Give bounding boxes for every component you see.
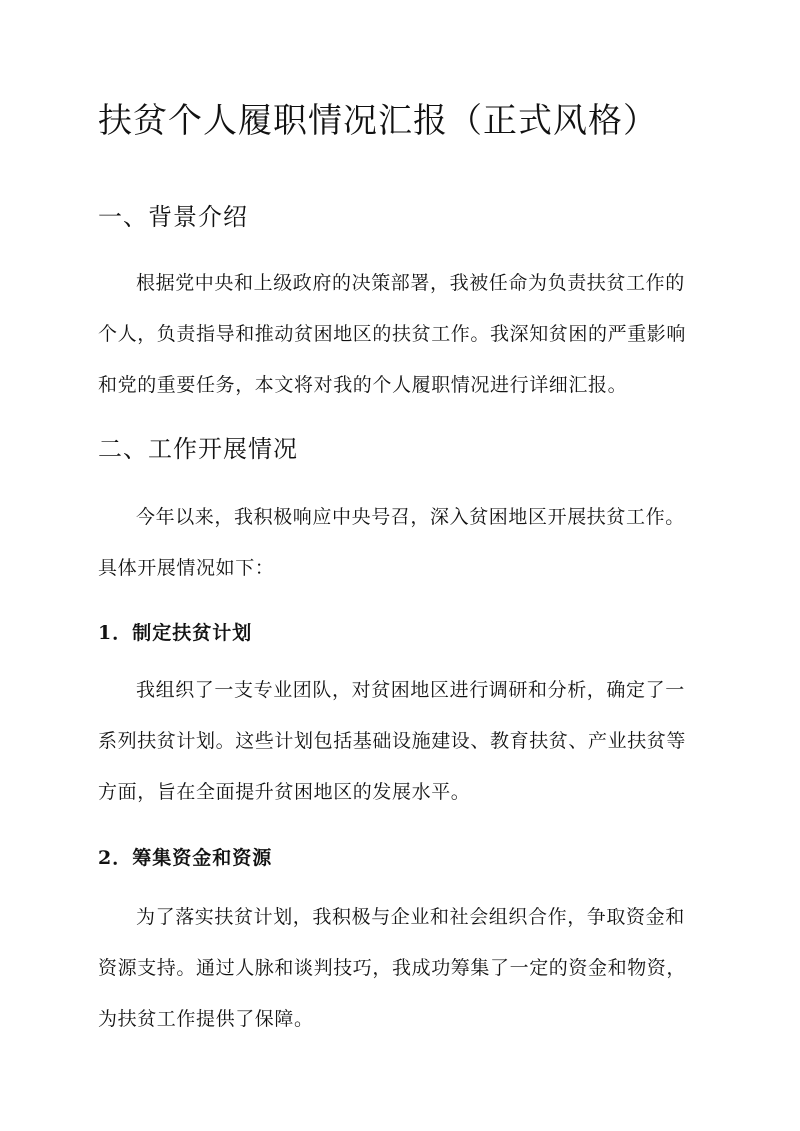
section-paragraph-work: 今年以来，我积极响应中央号召，深入贫困地区开展扶贫工作。具体开展情况如下： xyxy=(98,506,685,579)
subsection-paragraph-funds: 为了落实扶贫计划，我积极与企业和社会组织合作，争取资金和资源支持。通过人脉和谈判技巧，我成功筹集了一定的资金和物资，为扶贫工作提供了保障。 xyxy=(98,906,687,1030)
section-heading-work: 二、工作开展情况 xyxy=(98,435,298,463)
section-heading-background: 一、背景介绍 xyxy=(98,203,248,231)
subsection-heading-funds: 2．筹集资金和资源 xyxy=(98,847,273,869)
document-title: 扶贫个人履职情况汇报（正式风格） xyxy=(98,101,658,141)
subsection-heading-plan: 1．制定扶贫计划 xyxy=(98,622,253,644)
subsection-paragraph-plan: 我组织了一支专业团队，对贫困地区进行调研和分析，确定了一系列扶贫计划。这些计划包括基础设施建设、教育扶贫、产业扶贫等方面，旨在全面提升贫困地区的发展水平。 xyxy=(98,679,687,803)
section-paragraph-background: 根据党中央和上级政府的决策部署，我被任命为负责扶贫工作的个人，负责指导和推动贫困地区的扶贫工作。我深知贫困的严重影响和党的重要任务，本文将对我的个人履职情况进行详细汇报。 xyxy=(98,272,687,396)
